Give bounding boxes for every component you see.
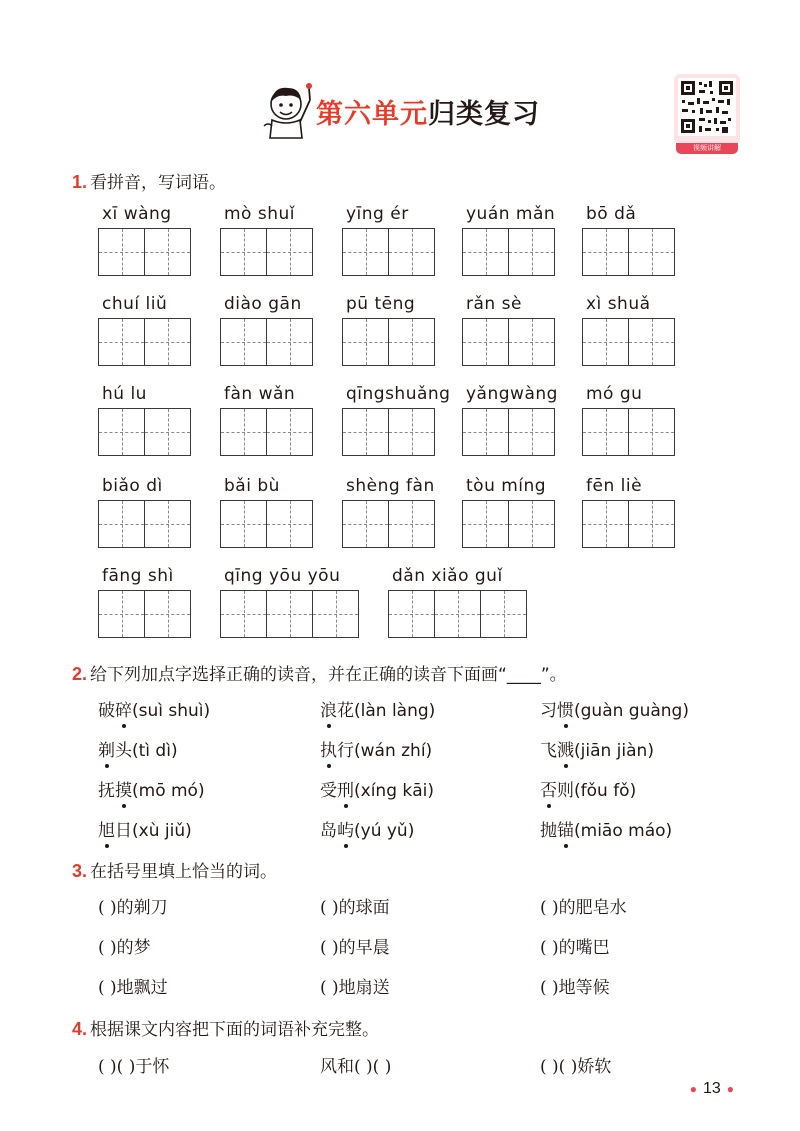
pinyin-label: pū tēng <box>346 294 416 314</box>
fill-blank-item[interactable]: ( )的剃刀 <box>98 898 168 918</box>
word-char: 花 <box>337 701 354 721</box>
grid-cell[interactable] <box>463 501 509 547</box>
grid-cell[interactable] <box>221 409 267 455</box>
title-review: 归类复习 <box>428 99 540 130</box>
grid-cell[interactable] <box>145 591 191 637</box>
grid-cell[interactable] <box>463 409 509 455</box>
grid-cell[interactable] <box>389 501 435 547</box>
grid-cell[interactable] <box>463 319 509 365</box>
pinyin-label: shèng fàn <box>346 476 435 496</box>
pronunciation-item <box>320 776 434 801</box>
reading-options[interactable]: (jiān jiàn) <box>574 741 654 761</box>
reading-options[interactable]: (xù jiǔ) <box>132 821 192 841</box>
pinyin-label: xī wàng <box>102 204 172 224</box>
grid-cell[interactable] <box>267 409 313 455</box>
pinyin-label: yuán mǎn <box>466 204 556 224</box>
grid-cell[interactable] <box>463 229 509 275</box>
grid-cell[interactable] <box>509 319 555 365</box>
writing-grid <box>220 590 359 638</box>
dotted-char: 执 <box>320 736 337 761</box>
writing-grid <box>220 408 313 456</box>
pinyin-label: diào gān <box>224 294 302 314</box>
pronunciation-item <box>540 696 689 721</box>
pinyin-label: qīng yōu yōu <box>224 566 341 586</box>
writing-grid <box>582 228 675 276</box>
question-text: 给下列加点字选择正确的读音，并在正确的读音下面画“____”。 <box>90 665 567 685</box>
pinyin-label: mò shuǐ <box>224 204 295 224</box>
question-4-heading <box>72 1015 379 1040</box>
pinyin-label: rǎn sè <box>466 294 522 314</box>
fill-blank-item[interactable]: ( )的球面 <box>320 898 390 918</box>
writing-grid <box>462 228 555 276</box>
grid-cell[interactable] <box>629 409 675 455</box>
grid-cell[interactable] <box>389 229 435 275</box>
grid-cell[interactable] <box>267 229 313 275</box>
writing-grid <box>582 500 675 548</box>
fill-blank-item[interactable]: ( )的肥皂水 <box>540 898 627 918</box>
qr-code-icon[interactable] <box>674 74 740 154</box>
pinyin-label: qīngshuǎng <box>346 384 451 404</box>
word-char: 日 <box>115 821 132 841</box>
pronunciation-item <box>320 696 435 721</box>
question-text: 看拼音，写词语。 <box>90 173 227 193</box>
dotted-char: 否 <box>540 776 557 801</box>
word-char: 抚 <box>98 781 115 801</box>
title-unit: 第六单元 <box>316 99 428 130</box>
writing-grid <box>462 318 555 366</box>
page-title <box>316 92 540 131</box>
question-number: 2. <box>72 664 88 684</box>
fill-blank-item[interactable]: ( )的梦 <box>98 938 151 958</box>
writing-grid <box>220 500 313 548</box>
grid-cell[interactable] <box>99 591 145 637</box>
word-char: 则 <box>557 781 574 801</box>
grid-cell[interactable] <box>343 501 389 547</box>
dotted-char: 惯 <box>557 696 574 721</box>
page-number: ● 13 ● <box>689 1080 734 1097</box>
grid-cell[interactable] <box>389 319 435 365</box>
reading-options[interactable]: (yú yǔ) <box>354 821 415 841</box>
grid-cell[interactable] <box>221 229 267 275</box>
grid-cell[interactable] <box>629 319 675 365</box>
writing-grid <box>462 408 555 456</box>
pinyin-label: dǎn xiǎo guǐ <box>392 566 503 586</box>
grid-cell[interactable] <box>99 229 145 275</box>
dotted-char: 溅 <box>557 736 574 761</box>
grid-cell[interactable] <box>509 501 555 547</box>
grid-cell[interactable] <box>343 409 389 455</box>
writing-grid <box>342 408 435 456</box>
writing-grid <box>342 318 435 366</box>
grid-cell[interactable] <box>145 229 191 275</box>
grid-cell[interactable] <box>221 319 267 365</box>
reading-options[interactable]: (mō mó) <box>132 781 205 801</box>
pronunciation-item <box>540 736 654 761</box>
dotted-char: 浪 <box>320 696 337 721</box>
writing-grid <box>220 318 313 366</box>
dotted-char: 锚 <box>557 816 574 841</box>
dotted-char: 屿 <box>337 816 354 841</box>
pronunciation-item <box>320 736 432 761</box>
reading-options[interactable]: (guàn guàng) <box>574 701 689 721</box>
reading-options[interactable]: (fǒu fǒ) <box>574 781 637 801</box>
grid-cell[interactable] <box>481 591 527 637</box>
pronunciation-item <box>540 776 636 801</box>
dotted-char: 碎 <box>115 696 132 721</box>
pronunciation-item <box>98 696 210 721</box>
pinyin-label: fēn liè <box>586 476 643 496</box>
reading-options[interactable]: (làn làng) <box>354 701 436 721</box>
grid-cell[interactable] <box>583 501 629 547</box>
grid-cell[interactable] <box>389 591 435 637</box>
grid-cell[interactable] <box>629 501 675 547</box>
writing-grid <box>388 590 527 638</box>
word-char: 破 <box>98 701 115 721</box>
pronunciation-item <box>98 776 205 801</box>
word-char: 习 <box>540 701 557 721</box>
writing-grid <box>462 500 555 548</box>
grid-cell[interactable] <box>583 409 629 455</box>
grid-cell[interactable] <box>343 229 389 275</box>
writing-grid <box>342 500 435 548</box>
dotted-char: 摸 <box>115 776 132 801</box>
word-char: 抛 <box>540 821 557 841</box>
grid-cell[interactable] <box>267 591 313 637</box>
word-char: 行 <box>337 741 354 761</box>
pinyin-label: yīng ér <box>346 204 409 224</box>
idiom-blank-item[interactable]: ( )( )于怀 <box>98 1057 170 1077</box>
writing-grid <box>98 590 191 638</box>
pronunciation-item <box>98 816 192 841</box>
reading-options[interactable]: (tì dì) <box>132 741 178 761</box>
question-2-heading <box>72 660 567 685</box>
pronunciation-item <box>540 816 672 841</box>
word-char: 飞 <box>540 741 557 761</box>
boy-mascot-icon <box>262 80 318 140</box>
grid-cell[interactable] <box>509 229 555 275</box>
question-text: 根据课文内容把下面的词语补充完整。 <box>90 1020 380 1040</box>
pronunciation-item <box>98 736 178 761</box>
grid-cell[interactable] <box>145 319 191 365</box>
fill-blank-item[interactable]: ( )的嘴巴 <box>540 938 610 958</box>
pinyin-label: tòu míng <box>466 476 547 496</box>
writing-grid <box>98 408 191 456</box>
idiom-blank-item[interactable]: ( )( )娇软 <box>540 1057 612 1077</box>
page-number-value: 13 <box>702 1080 721 1097</box>
dotted-char: 旭 <box>98 816 115 841</box>
writing-grid <box>220 228 313 276</box>
grid-cell[interactable] <box>99 409 145 455</box>
pinyin-label: xì shuǎ <box>586 294 651 314</box>
dotted-char: 刑 <box>337 776 354 801</box>
grid-cell[interactable] <box>389 409 435 455</box>
grid-cell[interactable] <box>221 501 267 547</box>
grid-cell[interactable] <box>99 319 145 365</box>
grid-cell[interactable] <box>313 591 359 637</box>
reading-options[interactable]: (xíng kāi) <box>354 781 435 801</box>
question-1-heading <box>72 168 226 193</box>
grid-cell[interactable] <box>435 591 481 637</box>
word-char: 岛 <box>320 821 337 841</box>
qr-caption: 视频讲解 <box>676 143 738 154</box>
pinyin-label: bō dǎ <box>586 204 637 224</box>
pinyin-label: hú lu <box>102 384 147 404</box>
writing-grid <box>582 408 675 456</box>
writing-grid <box>98 318 191 366</box>
grid-cell[interactable] <box>267 501 313 547</box>
reading-options[interactable]: (wán zhí) <box>354 741 433 761</box>
question-text: 在括号里填上恰当的词。 <box>90 862 278 882</box>
reading-options[interactable]: (miāo máo) <box>574 821 673 841</box>
question-number: 4. <box>72 1019 88 1039</box>
grid-cell[interactable] <box>629 229 675 275</box>
pinyin-label: fàn wǎn <box>224 384 296 404</box>
grid-cell[interactable] <box>509 409 555 455</box>
pinyin-label: fāng shì <box>102 566 174 586</box>
writing-grid <box>582 318 675 366</box>
grid-cell[interactable] <box>99 501 145 547</box>
pinyin-label: biǎo dì <box>102 476 163 496</box>
question-number: 1. <box>72 172 88 192</box>
dotted-char: 剃 <box>98 736 115 761</box>
grid-cell[interactable] <box>267 319 313 365</box>
grid-cell[interactable] <box>145 501 191 547</box>
fill-blank-item[interactable]: ( )地扇送 <box>320 978 390 998</box>
grid-cell[interactable] <box>145 409 191 455</box>
reading-options[interactable]: (suì shuì) <box>132 701 211 721</box>
writing-grid <box>98 500 191 548</box>
grid-cell[interactable] <box>343 319 389 365</box>
question-number: 3. <box>72 861 88 881</box>
pronunciation-item <box>320 816 414 841</box>
grid-cell[interactable] <box>583 319 629 365</box>
question-3-heading <box>72 857 277 882</box>
fill-blank-item[interactable]: ( )地等候 <box>540 978 610 998</box>
idiom-blank-item[interactable]: 风和( )( ) <box>320 1057 392 1077</box>
fill-blank-item[interactable]: ( )的早晨 <box>320 938 390 958</box>
word-char: 头 <box>115 741 132 761</box>
fill-blank-item[interactable]: ( )地飘过 <box>98 978 168 998</box>
pinyin-label: yǎngwàng <box>466 384 558 404</box>
writing-grid <box>98 228 191 276</box>
pinyin-label: chuí liǔ <box>102 294 168 314</box>
grid-cell[interactable] <box>221 591 267 637</box>
pinyin-label: mó gu <box>586 384 643 404</box>
writing-grid <box>342 228 435 276</box>
pinyin-label: bǎi bù <box>224 476 280 496</box>
grid-cell[interactable] <box>583 229 629 275</box>
word-char: 受 <box>320 781 337 801</box>
